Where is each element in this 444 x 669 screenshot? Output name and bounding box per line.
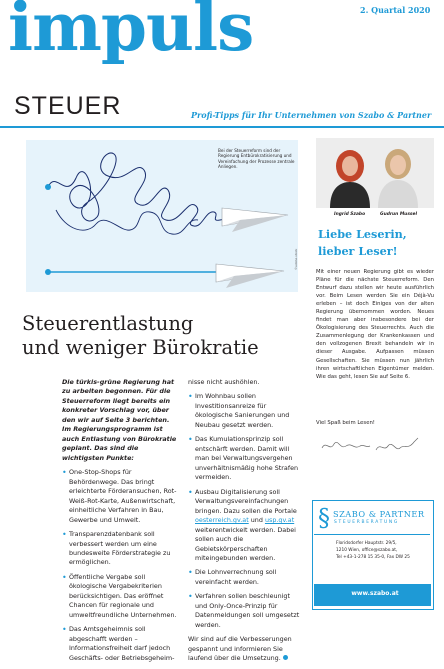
paper-plane-top-icon <box>222 208 288 232</box>
portal-text-pre: Ausbau Digitalisierung soll Verwaltungsvereinfachungen bringen. Dazu sollen die Portale <box>195 487 297 515</box>
portal-text-post: weiterentwickelt werden. Dabei sollen auch die Gebietskörperschaften miteingebunden werden. <box>195 525 296 562</box>
list-item: • One-Stop-Shops für Behördenwege. Das bringt erleichterte Förderansuchen, Rot-Weiß-Rot-Karte, Außenwirtschaft, einheitliche Verfahren in Bau, Gewerbe und Umwelt. <box>62 468 180 525</box>
list-item: • Das Amtsgeheimnis soll abgeschafft werden – Informationsfreiheit darf jedoch Geschäfts- oder Betriebsgeheim- <box>62 625 180 663</box>
tangled-line <box>48 153 231 226</box>
editorial-text: Mit einer neuen Regierung gibt es wieder Pläne für die nächste Steuerreform. Den Entwurf dazu stellen wir heute ausführlich vor. Beim Lesen werden Sie ein Déjà-Vu erleben – ist doch Einiges von der alten Regierung übernommen worden. Neues findet man aber insbesondere bei der Ökologisierung des Steuerrechts. Auch die Zusammenlegung der Krankenkassen und den vollzogenen Brexit behandeln wir in dieser Ausgabe. Aufpassen müssen Gesellschaften. Sie müssen nun jährlich ihren wirtschaftlichen Eigentümer melden. Wie das geht, lesen Sie auf Seite 6. <box>316 269 434 380</box>
masthead-title: impuls <box>8 0 254 66</box>
signature-icon <box>318 432 428 458</box>
authors-photo-image <box>316 138 434 208</box>
issue-quarter: 2. Quartal 2020 <box>360 5 431 15</box>
company-name: SZABO & PARTNER <box>333 509 425 519</box>
headline-line-2: und weniger Bürokratie <box>22 335 259 359</box>
list-item-portals <box>188 488 302 564</box>
header-divider <box>0 126 444 128</box>
continuation-text: nisse nicht aushöhlen. <box>188 378 260 386</box>
tangled-line-loop <box>56 210 198 234</box>
article-headline <box>22 312 312 360</box>
portal-text-mid: und <box>248 516 265 525</box>
link-oesterreich-gv[interactable]: oesterreich.gv.at <box>195 516 249 525</box>
list-item: • Verfahren sollen beschleunigt und Only-Once-Prinzip für Datenmeldungen soll umgesetzt werden. <box>188 592 302 630</box>
website-link[interactable]: www.szabo.at <box>351 590 399 597</box>
line-start-dot <box>45 184 51 190</box>
company-subtitle: STEUERBERATUNG <box>334 520 399 525</box>
end-mark-icon <box>283 655 288 660</box>
editorial-sign-off: Viel Spaß beim Lesen! <box>316 420 375 426</box>
headline-line-1: Steuerentlastung <box>22 312 194 335</box>
photo-caption-2: Gudrun Mussel <box>380 212 418 217</box>
photo-caption-1: Ingrid Szabo <box>334 212 366 217</box>
masthead-subtitle: STEUER <box>14 92 122 120</box>
article-closing-text: Wir sind auf die Verbesserungen gespannt und informieren Sie laufend über die Umsetzung. <box>188 635 292 663</box>
article-column-2 <box>188 378 302 669</box>
paragraph-logo-icon: § <box>318 504 330 532</box>
address-line-3: Tel +43-1-278 15 35-0, Fax DW 25 <box>336 554 410 560</box>
figure-credit: ©adobe.stock <box>294 248 298 270</box>
company-divider <box>314 534 430 535</box>
article-intro: Die türkis-grüne Regierung hat zu arbeiten begonnen. Für die Steuerreform liegt bereits ein konkreter Vorschlag vor, über den wir auf Seite 3 berichten. Im Regierungsprogramm ist auch Entlastung von Bürokratie geplant. Das sind die wichtigsten Punkte: <box>62 378 177 462</box>
list-item: • Öffentliche Vergabe soll ökologische Vergabekriterien berücksichtigen. Das eröffnet Chancen für regionale und umweltfreundliche Unternehmen. <box>62 573 180 620</box>
address-line-1: Floridsdorfer Hauptstr. 29/5, <box>336 541 397 546</box>
bullet-list-col2 <box>188 392 302 630</box>
address-line-2: 1210 Wien, office@szabo.at, <box>336 547 398 553</box>
signatures <box>318 432 428 458</box>
masthead-tagline: Profi-Tipps für Ihr Unternehmen von Szabo & Partner <box>191 110 432 120</box>
link-usp-gv[interactable]: usp.gv.at <box>264 516 295 525</box>
straight-line-start-dot <box>45 269 51 275</box>
greeting-line-1: Liebe Leserin, <box>318 227 407 241</box>
article-column-1 <box>62 378 180 668</box>
list-item: • Das Kumulationsprinzip soll entschärft werden. Damit will man bei Verwaltungsvergehen unverhältnismäßig hohe Strafen vermeiden. <box>188 435 302 482</box>
greeting-line-2: lieber Leser! <box>318 243 398 258</box>
list-item: • Im Wohnbau sollen Investitionsanreize für ökologische Sanierungen und Neubau gesetzt werden. <box>188 392 302 430</box>
editorial-greeting <box>318 226 438 259</box>
authors-photo <box>316 138 434 208</box>
list-item: • Die Lohnverrechnung soll vereinfacht werden. <box>188 568 302 587</box>
company-address <box>336 541 430 562</box>
article-closing <box>188 635 302 663</box>
figure-caption: Bei der Steuerreform sind der Regierung Entbürokratisierung und Vereinfachung der Prozesse zentrale Anliegen. <box>218 148 295 170</box>
bullet-list-col1 <box>62 468 180 663</box>
paper-plane-bottom-icon <box>216 264 284 288</box>
list-item: • Transparenzdatenbank soll verbessert werden um eine bundesweite Förderstrategie zu ermöglichen. <box>62 530 180 568</box>
